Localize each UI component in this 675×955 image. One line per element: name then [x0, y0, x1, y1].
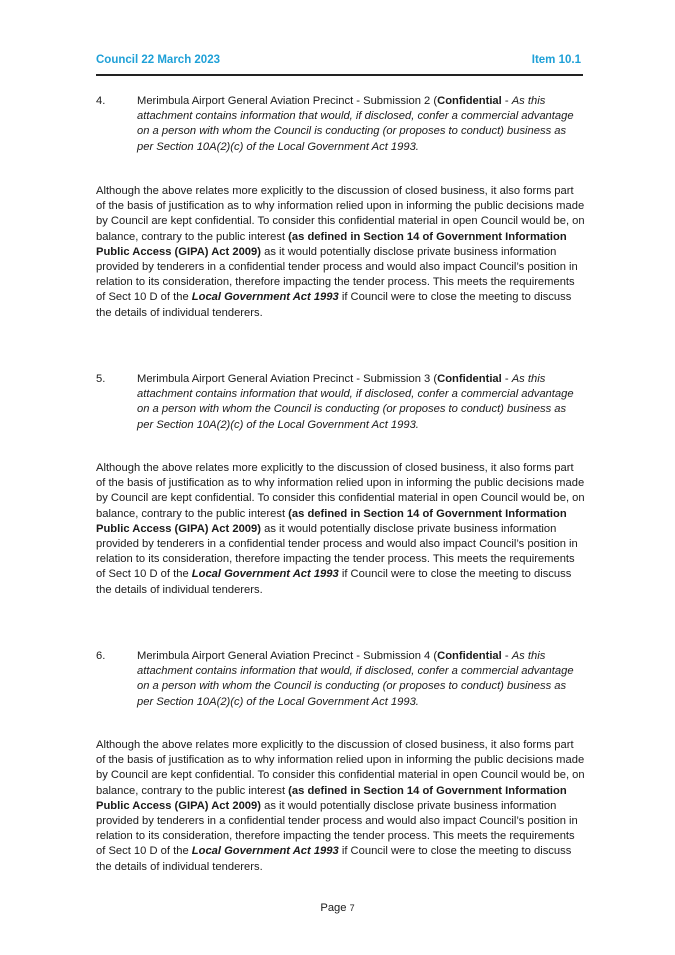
confidential-reason: As this attachment contains information that would, if disclosed, confer a commercial advantage on a person with whom the Council is conducting (or proposes to conduct) business as per Section 10A(2)(c) of the Local Government Act 1993.: [137, 95, 574, 153]
meeting-date: Council 22 March 2023: [96, 54, 220, 66]
confidential-label: Confidential: [437, 650, 502, 662]
page-label: Page: [320, 902, 350, 914]
confidential-reason: As this attachment contains information that would, if disclosed, confer a commercial advantage on a person with whom the Council is conducting (or proposes to conduct) business as per Section 10A(2)(c) of the Local Government Act 1993.: [137, 650, 574, 708]
separator: -: [501, 95, 512, 107]
item-text: [137, 94, 577, 155]
act-reference: Local Government Act 1993: [191, 568, 339, 581]
confidential-reason: As this attachment contains information that would, if disclosed, confer a commercial advantage on a person with whom the Council is conducting (or proposes to conduct) business as per Section 10A(2)(c) of the Local Government Act 1993.: [137, 373, 574, 431]
item-text: [137, 372, 577, 433]
act-reference: Local Government Act 1993: [191, 845, 339, 858]
item-index: 4.: [96, 95, 106, 107]
item-title: Merimbula Airport General Aviation Precinct - Submission 3 (: [137, 373, 438, 385]
item-index: 6.: [96, 650, 106, 662]
justification-text: as it would potentially disclose private business information provided by tenderers in a confidential tender process and would also impact Council’s position in relation to its consideration, therefore impacting the tender process. This meets the requirements of Sect 10 D of the: [96, 522, 578, 581]
justification-text: Although the above relates more explicitly to the discussion of closed business, it also forms part of the basis of justification as to why information relied upon in informing the public decisions made by Council are kept confidential. To consider this confidential material in open Council would be, on balance, contrary to the public interest: [96, 739, 585, 797]
item-title: Merimbula Airport General Aviation Precinct - Submission 2 (: [137, 95, 438, 107]
gipa-reference: (as defined in Section 14 of Government Information Public Access (GIPA) Act 2009): [96, 784, 567, 812]
justification-paragraph: [96, 738, 586, 875]
justification-text: if Council were to close the meeting to discuss the details of individual tenderers.: [96, 568, 572, 596]
page-footer: [0, 902, 675, 914]
justification-paragraph: [96, 184, 586, 321]
justification-text: as it would potentially disclose private business information provided by tenderers in a confidential tender process and would also impact Council’s position in relation to its consideration, therefore impacting the tender process. This meets the requirements of Sect 10 D of the: [96, 245, 578, 304]
page-number: 7: [349, 903, 355, 913]
attachment-item: [96, 649, 586, 711]
item-text: [137, 649, 577, 710]
act-reference: Local Government Act 1993: [191, 291, 339, 304]
separator: -: [501, 650, 512, 662]
item-title: Merimbula Airport General Aviation Precinct - Submission 4 (: [137, 650, 438, 662]
separator: -: [501, 373, 512, 385]
justification-text: Although the above relates more explicitly to the discussion of closed business, it also forms part of the basis of justification as to why information relied upon in informing the public decisions made by Council are kept confidential. To consider this confidential material in open Council would be, on balance, contrary to the public interest: [96, 462, 585, 520]
page-header: [96, 54, 583, 76]
justification-text: if Council were to close the meeting to discuss the details of individual tenderers.: [96, 845, 572, 873]
confidential-label: Confidential: [437, 373, 502, 385]
justification-paragraph: [96, 461, 586, 598]
justification-text: if Council were to close the meeting to discuss the details of individual tenderers.: [96, 291, 572, 319]
attachment-item: [96, 372, 586, 434]
confidential-label: Confidential: [437, 95, 502, 107]
item-number: Item 10.1: [531, 54, 581, 66]
justification-text: Although the above relates more explicitly to the discussion of closed business, it also forms part of the basis of justification as to why information relied upon in informing the public decisions made by Council are kept confidential. To consider this confidential material in open Council would be, on balance, contrary to the public interest: [96, 185, 585, 243]
attachment-item: [96, 94, 586, 156]
justification-text: as it would potentially disclose private business information provided by tenderers in a confidential tender process and would also impact Council’s position in relation to its consideration, therefore impacting the tender process. This meets the requirements of Sect 10 D of the: [96, 799, 578, 858]
item-index: 5.: [96, 373, 106, 385]
gipa-reference: (as defined in Section 14 of Government Information Public Access (GIPA) Act 2009): [96, 230, 567, 258]
gipa-reference: (as defined in Section 14 of Government Information Public Access (GIPA) Act 2009): [96, 507, 567, 535]
